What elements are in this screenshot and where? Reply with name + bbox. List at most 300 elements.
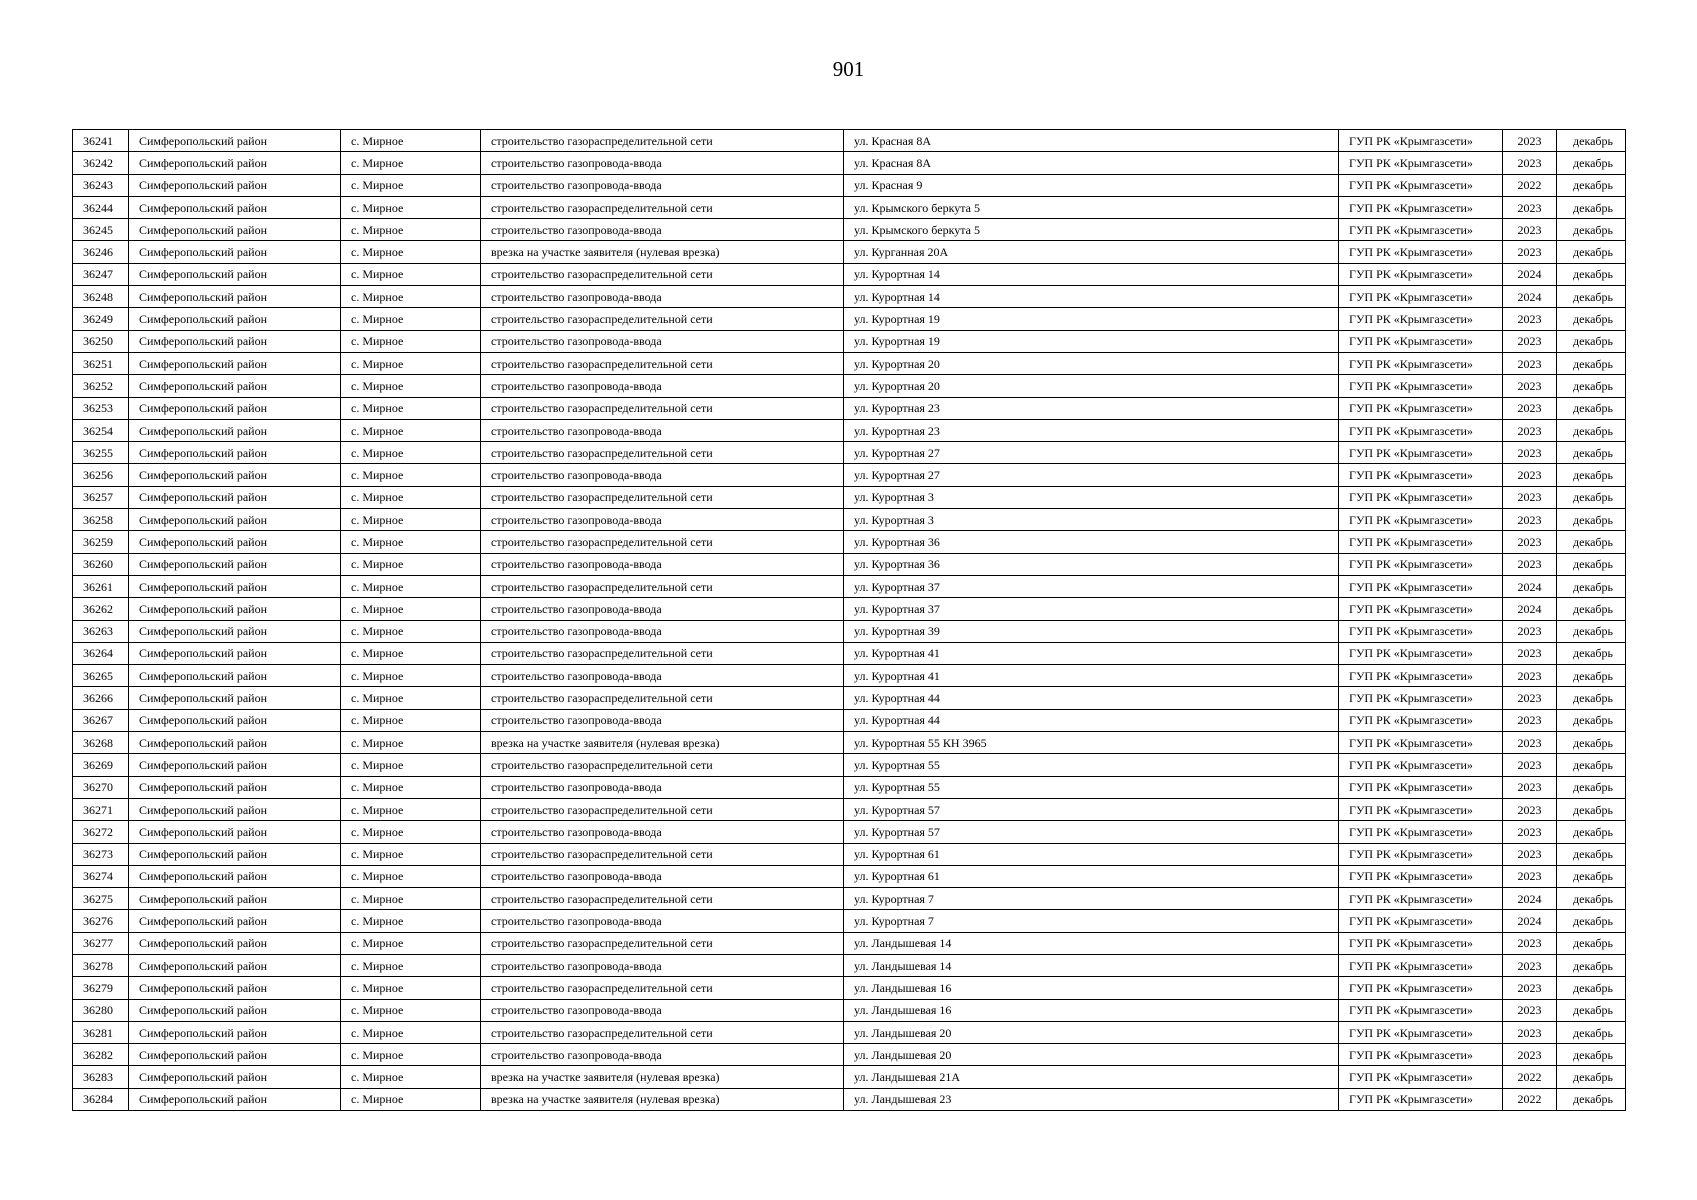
year-cell: 2023 [1503,932,1557,954]
district-cell: Симферопольский район [129,977,341,999]
locality-cell: с. Мирное [341,665,481,687]
locality-cell: с. Мирное [341,575,481,597]
row-number-cell: 36278 [73,954,129,976]
year-cell: 2024 [1503,598,1557,620]
address-cell: ул. Курортная 61 [844,843,1339,865]
month-cell: декабрь [1557,375,1626,397]
address-cell: ул. Ландышевая 16 [844,977,1339,999]
address-cell: ул. Курортная 57 [844,821,1339,843]
organization-cell: ГУП РК «Крымгазсети» [1339,888,1503,910]
locality-cell: с. Мирное [341,910,481,932]
work-type-cell: строительство газораспределительной сети [481,130,844,152]
organization-cell: ГУП РК «Крымгазсети» [1339,509,1503,531]
organization-cell: ГУП РК «Крымгазсети» [1339,776,1503,798]
table-row [73,910,1626,932]
row-number-cell: 36246 [73,241,129,263]
month-cell: декабрь [1557,1066,1626,1088]
district-cell: Симферопольский район [129,843,341,865]
address-cell: ул. Курортная 7 [844,888,1339,910]
organization-cell: ГУП РК «Крымгазсети» [1339,798,1503,820]
locality-cell: с. Мирное [341,888,481,910]
month-cell: декабрь [1557,910,1626,932]
month-cell: декабрь [1557,732,1626,754]
table-row [73,620,1626,642]
locality-cell: с. Мирное [341,241,481,263]
year-cell: 2023 [1503,865,1557,887]
address-cell: ул. Крымского беркута 5 [844,219,1339,241]
organization-cell: ГУП РК «Крымгазсети» [1339,464,1503,486]
address-cell: ул. Курортная 57 [844,798,1339,820]
address-cell: ул. Ландышевая 23 [844,1088,1339,1110]
district-cell: Симферопольский район [129,754,341,776]
organization-cell: ГУП РК «Крымгазсети» [1339,397,1503,419]
year-cell: 2023 [1503,999,1557,1021]
row-number-cell: 36274 [73,865,129,887]
work-type-cell: строительство газораспределительной сети [481,196,844,218]
district-cell: Симферопольский район [129,397,341,419]
table-row [73,286,1626,308]
year-cell: 2023 [1503,330,1557,352]
row-number-cell: 36273 [73,843,129,865]
district-cell: Симферопольский район [129,1044,341,1066]
table-row [73,665,1626,687]
address-cell: ул. Курортная 41 [844,642,1339,664]
address-cell: ул. Ландышевая 14 [844,954,1339,976]
work-type-cell: строительство газопровода-ввода [481,375,844,397]
year-cell: 2023 [1503,732,1557,754]
table-row [73,509,1626,531]
year-cell: 2023 [1503,442,1557,464]
table-row [73,954,1626,976]
work-type-cell: строительство газораспределительной сети [481,977,844,999]
locality-cell: с. Мирное [341,308,481,330]
district-cell: Симферопольский район [129,709,341,731]
organization-cell: ГУП РК «Крымгазсети» [1339,174,1503,196]
organization-cell: ГУП РК «Крымгазсети» [1339,932,1503,954]
month-cell: декабрь [1557,531,1626,553]
address-cell: ул. Курортная 55 [844,754,1339,776]
month-cell: декабрь [1557,598,1626,620]
work-type-cell: строительство газопровода-ввода [481,865,844,887]
row-number-cell: 36241 [73,130,129,152]
address-cell: ул. Курортная 27 [844,442,1339,464]
month-cell: декабрь [1557,888,1626,910]
month-cell: декабрь [1557,1021,1626,1043]
table-row [73,308,1626,330]
district-cell: Симферопольский район [129,553,341,575]
address-cell: ул. Курортная 37 [844,575,1339,597]
row-number-cell: 36272 [73,821,129,843]
address-cell: ул. Курортная 39 [844,620,1339,642]
district-cell: Симферопольский район [129,352,341,374]
locality-cell: с. Мирное [341,174,481,196]
work-type-cell: строительство газопровода-ввода [481,174,844,196]
locality-cell: с. Мирное [341,1066,481,1088]
month-cell: декабрь [1557,575,1626,597]
year-cell: 2023 [1503,821,1557,843]
table-row [73,174,1626,196]
page-number: 901 [832,57,865,81]
table-body [73,130,1626,1111]
table-row [73,553,1626,575]
organization-cell: ГУП РК «Крымгазсети» [1339,196,1503,218]
locality-cell: с. Мирное [341,330,481,352]
table-row [73,241,1626,263]
row-number-cell: 36265 [73,665,129,687]
table-row [73,1088,1626,1110]
month-cell: декабрь [1557,665,1626,687]
month-cell: декабрь [1557,821,1626,843]
district-cell: Симферопольский район [129,1088,341,1110]
month-cell: декабрь [1557,196,1626,218]
address-cell: ул. Курортная 41 [844,665,1339,687]
address-cell: ул. Ландышевая 14 [844,932,1339,954]
table-row [73,709,1626,731]
month-cell: декабрь [1557,442,1626,464]
work-type-cell: строительство газопровода-ввода [481,620,844,642]
work-type-cell: строительство газопровода-ввода [481,598,844,620]
district-cell: Симферопольский район [129,888,341,910]
year-cell: 2024 [1503,888,1557,910]
year-cell: 2023 [1503,843,1557,865]
organization-cell: ГУП РК «Крымгазсети» [1339,620,1503,642]
year-cell: 2023 [1503,665,1557,687]
month-cell: декабрь [1557,932,1626,954]
address-cell: ул. Ландышевая 20 [844,1021,1339,1043]
row-number-cell: 36279 [73,977,129,999]
district-cell: Симферопольский район [129,174,341,196]
locality-cell: с. Мирное [341,798,481,820]
month-cell: декабрь [1557,1088,1626,1110]
address-cell: ул. Ландышевая 16 [844,999,1339,1021]
year-cell: 2023 [1503,375,1557,397]
table-row [73,642,1626,664]
locality-cell: с. Мирное [341,1044,481,1066]
locality-cell: с. Мирное [341,865,481,887]
address-cell: ул. Крымского беркута 5 [844,196,1339,218]
locality-cell: с. Мирное [341,732,481,754]
work-type-cell: строительство газопровода-ввода [481,330,844,352]
work-type-cell: строительство газораспределительной сети [481,932,844,954]
row-number-cell: 36270 [73,776,129,798]
district-cell: Симферопольский район [129,308,341,330]
row-number-cell: 36280 [73,999,129,1021]
organization-cell: ГУП РК «Крымгазсети» [1339,598,1503,620]
table-row [73,932,1626,954]
address-cell: ул. Ландышевая 20 [844,1044,1339,1066]
district-cell: Симферопольский район [129,375,341,397]
row-number-cell: 36275 [73,888,129,910]
address-cell: ул. Курортная 55 [844,776,1339,798]
organization-cell: ГУП РК «Крымгазсети» [1339,286,1503,308]
district-cell: Симферопольский район [129,642,341,664]
locality-cell: с. Мирное [341,821,481,843]
year-cell: 2024 [1503,263,1557,285]
table-row [73,330,1626,352]
organization-cell: ГУП РК «Крымгазсети» [1339,821,1503,843]
row-number-cell: 36284 [73,1088,129,1110]
work-type-cell: строительство газораспределительной сети [481,1021,844,1043]
year-cell: 2023 [1503,954,1557,976]
locality-cell: с. Мирное [341,642,481,664]
month-cell: декабрь [1557,130,1626,152]
month-cell: декабрь [1557,1044,1626,1066]
district-cell: Симферопольский район [129,419,341,441]
organization-cell: ГУП РК «Крымгазсети» [1339,642,1503,664]
work-type-cell: строительство газопровода-ввода [481,219,844,241]
work-type-cell: строительство газораспределительной сети [481,575,844,597]
organization-cell: ГУП РК «Крымгазсети» [1339,486,1503,508]
month-cell: декабрь [1557,954,1626,976]
year-cell: 2023 [1503,219,1557,241]
work-type-cell: строительство газораспределительной сети [481,687,844,709]
year-cell: 2023 [1503,553,1557,575]
month-cell: декабрь [1557,776,1626,798]
month-cell: декабрь [1557,709,1626,731]
locality-cell: с. Мирное [341,375,481,397]
organization-cell: ГУП РК «Крымгазсети» [1339,375,1503,397]
work-type-cell: строительство газораспределительной сети [481,486,844,508]
row-number-cell: 36269 [73,754,129,776]
row-number-cell: 36248 [73,286,129,308]
work-type-cell: строительство газопровода-ввода [481,709,844,731]
address-cell: ул. Курортная 14 [844,286,1339,308]
locality-cell: с. Мирное [341,954,481,976]
locality-cell: с. Мирное [341,531,481,553]
table-row [73,531,1626,553]
locality-cell: с. Мирное [341,553,481,575]
row-number-cell: 36266 [73,687,129,709]
organization-cell: ГУП РК «Крымгазсети» [1339,130,1503,152]
organization-cell: ГУП РК «Крымгазсети» [1339,665,1503,687]
organization-cell: ГУП РК «Крымгазсети» [1339,442,1503,464]
district-cell: Симферопольский район [129,286,341,308]
row-number-cell: 36271 [73,798,129,820]
row-number-cell: 36259 [73,531,129,553]
work-type-cell: строительство газопровода-ввода [481,910,844,932]
locality-cell: с. Мирное [341,687,481,709]
district-cell: Симферопольский район [129,241,341,263]
year-cell: 2023 [1503,419,1557,441]
work-type-cell: строительство газопровода-ввода [481,1044,844,1066]
table-row [73,999,1626,1021]
address-cell: ул. Красная 8А [844,130,1339,152]
work-type-cell: строительство газораспределительной сети [481,531,844,553]
district-cell: Симферопольский район [129,486,341,508]
organization-cell: ГУП РК «Крымгазсети» [1339,709,1503,731]
row-number-cell: 36264 [73,642,129,664]
locality-cell: с. Мирное [341,196,481,218]
work-type-cell: строительство газопровода-ввода [481,954,844,976]
row-number-cell: 36244 [73,196,129,218]
district-cell: Симферопольский район [129,776,341,798]
locality-cell: с. Мирное [341,999,481,1021]
work-type-cell: строительство газопровода-ввода [481,464,844,486]
address-cell: ул. Курортная 20 [844,352,1339,374]
year-cell: 2023 [1503,642,1557,664]
organization-cell: ГУП РК «Крымгазсети» [1339,754,1503,776]
address-cell: ул. Красная 8А [844,152,1339,174]
locality-cell: с. Мирное [341,620,481,642]
district-cell: Симферопольский район [129,798,341,820]
locality-cell: с. Мирное [341,397,481,419]
month-cell: декабрь [1557,241,1626,263]
table-row [73,442,1626,464]
address-cell: ул. Курортная 44 [844,709,1339,731]
year-cell: 2023 [1503,776,1557,798]
address-cell: ул. Курортная 23 [844,397,1339,419]
address-cell: ул. Ландышевая 21А [844,1066,1339,1088]
month-cell: декабрь [1557,553,1626,575]
month-cell: декабрь [1557,687,1626,709]
month-cell: декабрь [1557,397,1626,419]
year-cell: 2024 [1503,286,1557,308]
organization-cell: ГУП РК «Крымгазсети» [1339,553,1503,575]
address-cell: ул. Курортная 36 [844,553,1339,575]
locality-cell: с. Мирное [341,464,481,486]
district-cell: Симферопольский район [129,575,341,597]
work-type-cell: строительство газопровода-ввода [481,509,844,531]
district-cell: Симферопольский район [129,196,341,218]
table-row [73,1066,1626,1088]
year-cell: 2023 [1503,754,1557,776]
locality-cell: с. Мирное [341,509,481,531]
address-cell: ул. Курортная 3 [844,509,1339,531]
year-cell: 2023 [1503,687,1557,709]
work-type-cell: строительство газораспределительной сети [481,754,844,776]
row-number-cell: 36282 [73,1044,129,1066]
table-row [73,732,1626,754]
work-type-cell: строительство газопровода-ввода [481,999,844,1021]
organization-cell: ГУП РК «Крымгазсети» [1339,977,1503,999]
address-cell: ул. Курортная 27 [844,464,1339,486]
month-cell: декабрь [1557,174,1626,196]
row-number-cell: 36245 [73,219,129,241]
locality-cell: с. Мирное [341,776,481,798]
table-row [73,754,1626,776]
work-type-cell: врезка на участке заявителя (нулевая врезка) [481,732,844,754]
month-cell: декабрь [1557,330,1626,352]
table-row [73,419,1626,441]
locality-cell: с. Мирное [341,219,481,241]
year-cell: 2023 [1503,709,1557,731]
organization-cell: ГУП РК «Крымгазсети» [1339,687,1503,709]
table-row [73,575,1626,597]
row-number-cell: 36254 [73,419,129,441]
table-row [73,397,1626,419]
month-cell: декабрь [1557,263,1626,285]
table-row [73,486,1626,508]
organization-cell: ГУП РК «Крымгазсети» [1339,1021,1503,1043]
table-row [73,1021,1626,1043]
row-number-cell: 36257 [73,486,129,508]
month-cell: декабрь [1557,999,1626,1021]
organization-cell: ГУП РК «Крымгазсети» [1339,531,1503,553]
address-cell: ул. Курортная 55 КН 3965 [844,732,1339,754]
year-cell: 2022 [1503,1066,1557,1088]
locality-cell: с. Мирное [341,263,481,285]
row-number-cell: 36283 [73,1066,129,1088]
address-cell: ул. Курортная 36 [844,531,1339,553]
row-number-cell: 36256 [73,464,129,486]
locality-cell: с. Мирное [341,1021,481,1043]
organization-cell: ГУП РК «Крымгазсети» [1339,1088,1503,1110]
table-row [73,130,1626,152]
table-row [73,977,1626,999]
row-number-cell: 36268 [73,732,129,754]
locality-cell: с. Мирное [341,442,481,464]
organization-cell: ГУП РК «Крымгазсети» [1339,1066,1503,1088]
row-number-cell: 36249 [73,308,129,330]
work-type-cell: строительство газораспределительной сети [481,888,844,910]
district-cell: Симферопольский район [129,821,341,843]
organization-cell: ГУП РК «Крымгазсети» [1339,954,1503,976]
locality-cell: с. Мирное [341,286,481,308]
locality-cell: с. Мирное [341,419,481,441]
address-cell: ул. Курганная 20А [844,241,1339,263]
month-cell: декабрь [1557,286,1626,308]
row-number-cell: 36250 [73,330,129,352]
work-type-cell: строительство газораспределительной сети [481,442,844,464]
organization-cell: ГУП РК «Крымгазсети» [1339,352,1503,374]
locality-cell: с. Мирное [341,352,481,374]
district-cell: Симферопольский район [129,509,341,531]
district-cell: Симферопольский район [129,910,341,932]
row-number-cell: 36263 [73,620,129,642]
district-cell: Симферопольский район [129,1021,341,1043]
organization-cell: ГУП РК «Крымгазсети» [1339,330,1503,352]
month-cell: декабрь [1557,219,1626,241]
table-row [73,196,1626,218]
address-cell: ул. Курортная 37 [844,598,1339,620]
district-cell: Симферопольский район [129,464,341,486]
district-cell: Симферопольский район [129,999,341,1021]
table-row [73,798,1626,820]
organization-cell: ГУП РК «Крымгазсети» [1339,732,1503,754]
address-cell: ул. Красная 9 [844,174,1339,196]
row-number-cell: 36262 [73,598,129,620]
year-cell: 2023 [1503,1021,1557,1043]
work-type-cell: строительство газораспределительной сети [481,798,844,820]
organization-cell: ГУП РК «Крымгазсети» [1339,263,1503,285]
month-cell: декабрь [1557,843,1626,865]
row-number-cell: 36243 [73,174,129,196]
year-cell: 2023 [1503,130,1557,152]
table-row [73,352,1626,374]
work-type-cell: строительство газопровода-ввода [481,286,844,308]
district-cell: Симферопольский район [129,152,341,174]
locality-cell: с. Мирное [341,977,481,999]
work-type-cell: врезка на участке заявителя (нулевая врезка) [481,1088,844,1110]
work-type-cell: строительство газораспределительной сети [481,843,844,865]
month-cell: декабрь [1557,352,1626,374]
district-cell: Симферопольский район [129,932,341,954]
month-cell: декабрь [1557,464,1626,486]
row-number-cell: 36242 [73,152,129,174]
district-cell: Симферопольский район [129,598,341,620]
locality-cell: с. Мирное [341,152,481,174]
address-cell: ул. Курортная 61 [844,865,1339,887]
work-type-cell: строительство газораспределительной сети [481,642,844,664]
row-number-cell: 36281 [73,1021,129,1043]
row-number-cell: 36247 [73,263,129,285]
organization-cell: ГУП РК «Крымгазсети» [1339,843,1503,865]
table-row [73,464,1626,486]
row-number-cell: 36252 [73,375,129,397]
year-cell: 2023 [1503,464,1557,486]
work-type-cell: строительство газопровода-ввода [481,821,844,843]
table-row [73,598,1626,620]
